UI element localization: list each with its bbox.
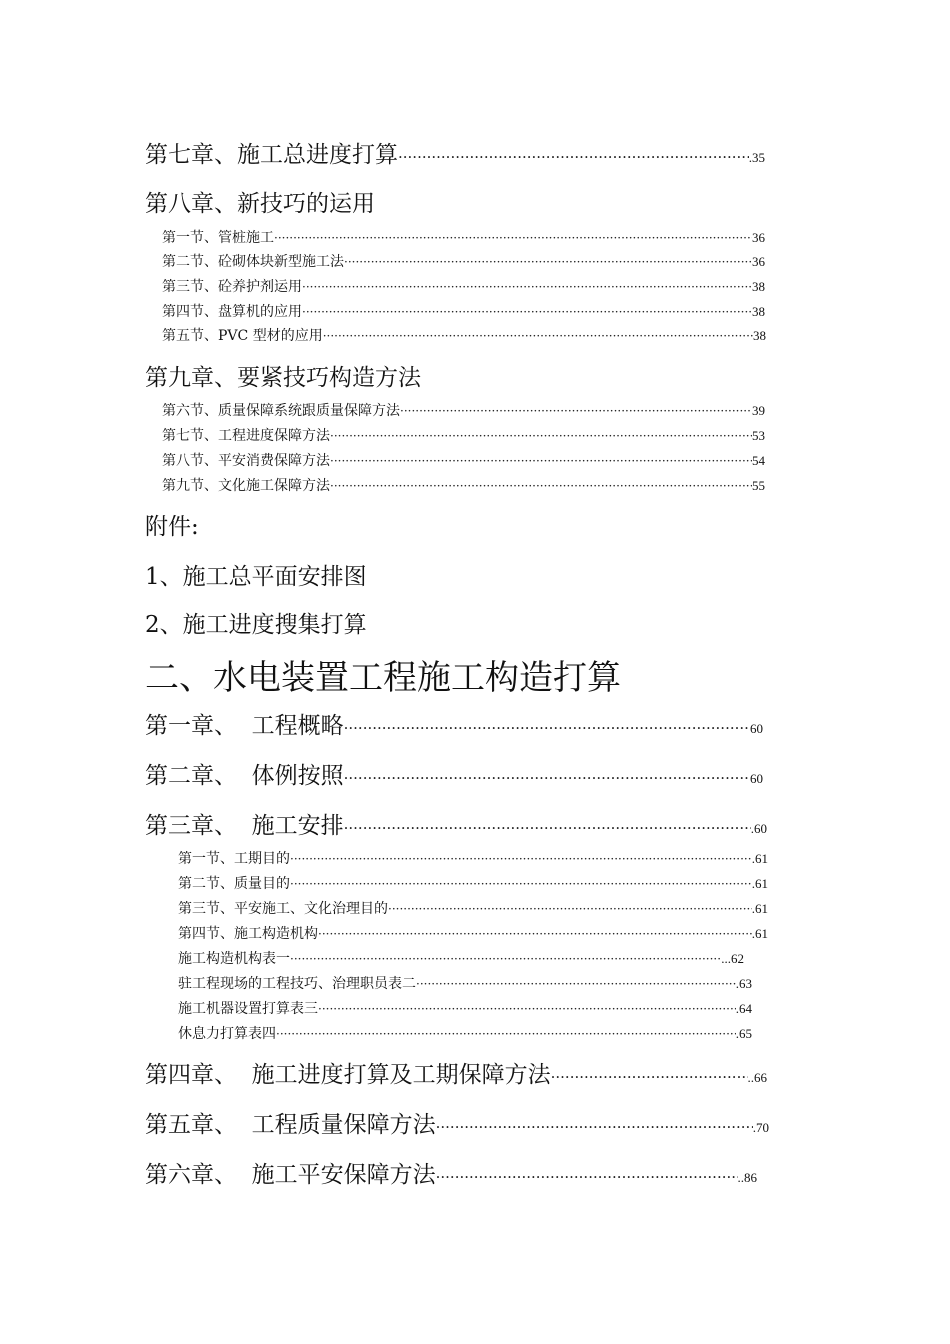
toc-entry-title: 第七章、施工总进度打算	[145, 142, 398, 168]
toc-entry-page: ..66	[747, 1070, 767, 1085]
toc-entry-title: 第三节、砼养护剂运用	[162, 279, 302, 295]
toc-entry[interactable]	[162, 425, 765, 445]
toc-entry-title: 第二节、质量目的	[178, 876, 290, 892]
toc-leader	[344, 819, 751, 837]
toc-leader	[318, 1002, 736, 1016]
toc-leader	[274, 231, 752, 245]
toc-leader	[290, 852, 752, 866]
toc-entry-title: 施工机器设置打算表三	[178, 1001, 318, 1017]
toc-entry[interactable]	[162, 325, 766, 345]
toc-entry-title: 第一节、工期目的	[178, 851, 290, 867]
chapter-heading[interactable]: 第九章、要紧技巧构造方法	[145, 365, 421, 391]
toc-entry-title: 第四节、施工构造机构	[178, 926, 318, 942]
toc-entry-title: 驻工程现场的工程技巧、治理职员表二	[178, 976, 416, 992]
toc-entry[interactable]	[162, 450, 765, 470]
toc-entry-title: 第六章、 施工平安保障方法	[145, 1162, 436, 1188]
toc-entry-page: 55	[752, 478, 765, 493]
toc-entry-page: .65	[735, 1026, 752, 1041]
toc-entry-page: 36	[752, 230, 765, 245]
toc-entry-page: 38	[753, 328, 766, 343]
chapter-heading[interactable]: 第八章、新技巧的运用	[145, 191, 375, 217]
attachment-item[interactable]: 2、施工进度搜集打算	[145, 612, 367, 638]
toc-leader	[318, 927, 752, 941]
toc-entry-page: .61	[751, 851, 768, 866]
attachment-item[interactable]: 1、施工总平面安排图	[145, 564, 367, 590]
toc-entry[interactable]	[145, 707, 763, 740]
toc-leader	[323, 329, 753, 343]
toc-entry-title: 第三节、平安施工、文化治理目的	[178, 901, 388, 917]
toc-entry-page: 53	[752, 428, 765, 443]
toc-leader	[290, 877, 752, 891]
toc-entry-title: 第一节、管桩施工	[162, 230, 274, 246]
toc-entry-page: .64	[735, 1001, 752, 1016]
toc-entry[interactable]	[178, 998, 752, 1018]
toc-entry-page: 39	[752, 403, 765, 418]
toc-leader	[436, 1118, 753, 1136]
toc-entry-page: 36	[752, 254, 765, 269]
toc-leader	[398, 148, 749, 166]
toc-leader	[276, 1027, 736, 1041]
toc-entry-page: ...62	[721, 951, 744, 966]
toc-entry-title: 第四章、 施工进度打算及工期保障方法	[145, 1062, 551, 1088]
toc-entry[interactable]	[145, 1056, 767, 1089]
toc-entry-page: ..86	[737, 1170, 757, 1185]
toc-entry-page: .63	[735, 976, 752, 991]
toc-entry[interactable]	[178, 923, 768, 943]
toc-leader	[344, 769, 750, 787]
toc-entry-page: .35	[748, 150, 765, 165]
toc-entry[interactable]	[178, 848, 768, 868]
toc-entry-page: .60	[750, 821, 767, 836]
toc-entry[interactable]	[178, 873, 768, 893]
toc-entry-title: 第三章、 施工安排	[145, 813, 344, 839]
toc-leader	[436, 1168, 738, 1186]
toc-entry-title: 第五章、 工程质量保障方法	[145, 1112, 436, 1138]
toc-entry-page: 60	[750, 771, 763, 786]
toc-entry-page: .70	[752, 1120, 769, 1135]
toc-entry[interactable]	[145, 136, 765, 169]
toc-entry-title: 第一章、 工程概略	[145, 713, 344, 739]
toc-entry-title: 第七节、工程进度保障方法	[162, 428, 330, 444]
toc-entry[interactable]	[145, 757, 763, 790]
toc-leader	[400, 404, 752, 418]
toc-entry-title: 施工构造机构表一	[178, 951, 290, 967]
toc-leader	[330, 454, 752, 468]
toc-leader	[330, 479, 752, 493]
toc-entry-title: 第六节、质量保障系统跟质量保障方法	[162, 403, 400, 419]
toc-entry-title: 休息力打算表四	[178, 1026, 276, 1042]
toc-entry[interactable]	[178, 898, 768, 918]
toc-entry[interactable]	[145, 807, 767, 840]
toc-entry-title: 第二章、 体例按照	[145, 763, 344, 789]
toc-entry[interactable]	[162, 400, 765, 420]
attachments-label: 附件:	[145, 514, 199, 540]
toc-leader	[416, 977, 736, 991]
toc-entry-title: 第五节、PVC 型材的应用	[162, 328, 323, 344]
toc-entry[interactable]	[145, 1106, 769, 1139]
toc-entry-title: 第四节、盘算机的应用	[162, 304, 302, 320]
toc-leader	[330, 429, 752, 443]
toc-leader	[290, 952, 721, 966]
toc-entry-title: 第二节、砼砌体块新型施工法	[162, 254, 344, 270]
toc-entry[interactable]	[162, 301, 765, 321]
toc-entry-page: 60	[750, 721, 763, 736]
toc-entry-page: .61	[751, 901, 768, 916]
toc-leader	[302, 305, 752, 319]
toc-entry-title: 第八节、平安消费保障方法	[162, 453, 330, 469]
toc-entry[interactable]	[178, 1023, 752, 1043]
toc-entry-page: 54	[752, 453, 765, 468]
toc-leader	[344, 255, 752, 269]
toc-entry[interactable]	[178, 973, 752, 993]
part-title: 二、水电装置工程施工构造打算	[145, 658, 621, 698]
toc-entry-page: .61	[751, 926, 768, 941]
toc-entry[interactable]	[162, 251, 765, 271]
toc-leader	[551, 1068, 748, 1086]
toc-entry[interactable]	[178, 948, 744, 968]
toc-leader	[344, 719, 750, 737]
toc-entry[interactable]	[162, 276, 765, 296]
toc-entry[interactable]	[162, 475, 765, 495]
toc-leader	[302, 280, 752, 294]
toc-entry-page: .61	[751, 876, 768, 891]
toc-leader	[388, 902, 752, 916]
toc-entry-page: 38	[752, 304, 765, 319]
toc-entry-title: 第九节、文化施工保障方法	[162, 478, 330, 494]
toc-entry[interactable]	[162, 227, 765, 247]
toc-entry-page: 38	[752, 279, 765, 294]
toc-entry[interactable]	[145, 1156, 757, 1189]
